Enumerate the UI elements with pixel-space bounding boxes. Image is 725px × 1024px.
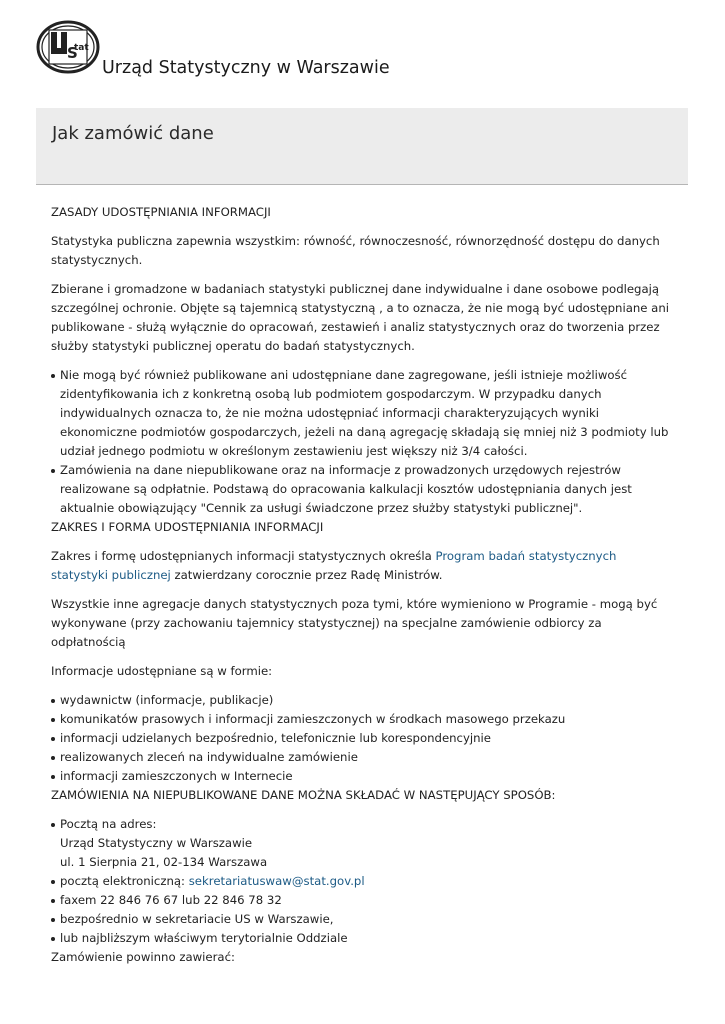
list-item: informacji udzielanych bezpośrednio, telefonicznie lub korespondencyjnie — [51, 729, 676, 748]
program-link[interactable]: Program badań statystycznych statystyki publicznej — [51, 549, 617, 582]
list-item-branch: lub najbliższym właściwym terytorialnie Oddziale — [51, 929, 676, 948]
list-item: informacji zamieszczonych w Internecie — [51, 767, 676, 786]
ustat-logo[interactable] — [36, 20, 100, 74]
list-item: Zamówienia na dane niepublikowane oraz na informacje z prowadzonych urzędowych rejestrów realizowane są odpłatnie. Podstawą do opracowania kalkulacji kosztów udostępniania danych jest aktualnie obowiązujący "Cennik za usługi świadczone przez służby statystyki publicznej". — [51, 461, 676, 518]
paragraph: Statystyka publiczna zapewnia wszystkim: równość, równoczesność, równorzędność dostępu do danych statystycznych. — [51, 234, 660, 267]
email-link[interactable]: sekretariatuswaw@stat.gov.pl — [188, 874, 365, 888]
paragraph: Wszystkie inne agregacje danych statystycznych poza tymi, które wymieniono w Programie - mogą być wykonywane (przy zachowaniu tajemnicy statystycznej) na specjalne zamówienie odbiorcy za odpłatnością — [51, 597, 658, 649]
paragraph — [51, 547, 676, 585]
post-label: Pocztą na adres: — [60, 817, 157, 831]
section-heading-zamowienia: ZAMÓWIENIA NA NIEPUBLIKOWANE DANE MOŻNA SKŁADAĆ W NASTĘPUJĄCY SPOSÓB: — [51, 788, 556, 802]
page-title-band — [36, 108, 688, 185]
list-item-direct: bezpośrednio w sekretariacie US w Warszawie, — [51, 910, 676, 929]
list-item-fax: faxem 22 846 76 67 lub 22 846 78 32 — [51, 891, 676, 910]
page-content — [51, 203, 676, 977]
list-item: realizowanych zleceń na indywidualne zamówienie — [51, 748, 676, 767]
list-item: Nie mogą być również publikowane ani udostępniane dane zagregowane, jeśli istnieje możliwość zidentyfikowania ich z konkretną osobą lub podmiotem gospodarczym. W przypadku danych indywidualnych oznacza to, że nie można udostępniać informacji charakteryzujących wyniki ekonomiczne podmiotów gospodarczych, jeżeli na daną agregację składają się mniej niż 3 podmioty lub udział jednego podmiotu w określonym zestawieniu jest większy niż 3/4 całości. — [51, 366, 676, 461]
svg-text:tat: tat — [74, 43, 89, 53]
bullet-list — [51, 815, 676, 948]
post-address-line1: Urząd Statystyczny w Warszawie — [60, 836, 253, 850]
paragraph: Zbierane i gromadzone w badaniach statystyki publicznej dane indywidualne i dane osobowe podlegają szczególnej ochronie. Objęte są tajemnicą statystyczną , a to oznacza, że nie mogą być udostępniane ani publikowane - służą wyłącznie do opracowań, zestawień i analiz statystycznych oraz do tworzenia przez służby statystyki publicznej operatu do badań statystycznych. — [51, 282, 669, 353]
list-item: wydawnictw (informacje, publikacje) — [51, 691, 676, 710]
bullet-list — [51, 366, 676, 518]
paragraph-text: Zakres i formę udostępnianych informacji statystycznych określa — [51, 549, 436, 563]
email-label: pocztą elektroniczną: — [60, 874, 189, 888]
section-heading-zasady: ZASADY UDOSTĘPNIANIA INFORMACJI — [51, 205, 271, 219]
section-heading-zakres: ZAKRES I FORMA UDOSTĘPNIANIA INFORMACJI — [51, 520, 324, 534]
bullet-list — [51, 691, 676, 786]
site-title[interactable]: Urząd Statystyczny w Warszawie — [102, 58, 390, 78]
svg-text:S: S — [67, 44, 78, 62]
paragraph: Zamówienie powinno zawierać: — [51, 950, 235, 964]
post-address-line2: ul. 1 Sierpnia 21, 02-134 Warszawa — [60, 855, 268, 869]
list-item: komunikatów prasowych i informacji zamieszczonych w środkach masowego przekazu — [51, 710, 676, 729]
list-item-email — [51, 872, 676, 891]
paragraph: Informacje udostępniane są w formie: — [51, 664, 273, 678]
page-title: Jak zamówić dane — [52, 123, 214, 144]
paragraph-text: zatwierdzany corocznie przez Radę Ministrów. — [170, 568, 443, 582]
list-item-post — [51, 815, 676, 872]
